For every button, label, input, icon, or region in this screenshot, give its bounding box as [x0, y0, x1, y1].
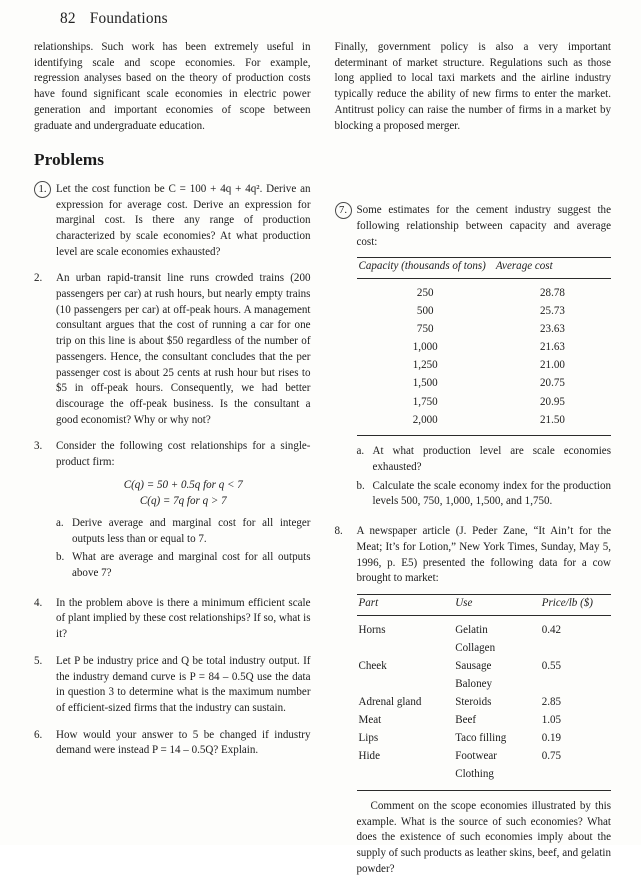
problem-3-body [56, 439, 311, 584]
problem-7-subitem-b-label: b. [356, 479, 365, 492]
right-paragraph-1: Finally, government policy is also a very important determinant of market structure. Regulations such as those long applied to local taxi markets and the airline industry typically reduce the ability of new firms to enter the market. Antitrust policy can raise the number of firms in a market by blocking a proposed merger. [334, 41, 611, 132]
cement-capacity-6: 1,750 [412, 395, 438, 408]
problem-1-number [34, 182, 56, 199]
problem-8-number: 8. [334, 525, 343, 538]
problem-3-equation-2: C(q) = 7q for q > 7 [139, 495, 227, 508]
cow-price-4: 2.85 [541, 695, 562, 708]
cow-part-1 [357, 640, 454, 658]
cow-part-3 [357, 676, 454, 694]
problem-3-number: 3. [34, 440, 43, 453]
problem-7-circled-number: 7. [335, 202, 352, 219]
cow-price-2: 0.55 [541, 659, 562, 672]
cow-use-7: Footwear [455, 750, 497, 763]
cow-use-6: Taco filling [455, 732, 507, 745]
problem-5-number: 5. [34, 654, 43, 667]
cement-table-header-capacity: Capacity (thousands of tons) [357, 258, 494, 279]
problem-3-intro: Consider the following cost relationships for a single-product firm: [56, 440, 311, 469]
problem-7-subitem-a-text: At what production level are scale economies exhausted? [372, 445, 611, 473]
problem-8 [335, 524, 612, 884]
cow-price-8 [540, 766, 611, 790]
problem-7-body [357, 203, 612, 513]
problem-3-subitem-b [56, 550, 311, 581]
table-row [357, 411, 612, 435]
problem-5-text: Let P be industry price and Q be total industry output. If the industry demand curve is P = 84 – 0.5Q use the data in question 3 to determine what is the maximum number of efficient-sized firms that the industry can sustain. [56, 654, 311, 714]
table-row [357, 640, 612, 658]
cow-table-header-price: Price/lb ($) [540, 594, 611, 615]
running-head [60, 10, 168, 28]
table-row [357, 339, 612, 357]
problem-7-intro: Some estimates for the cement industry suggest the following relationship between capacity and average cost: [356, 204, 611, 248]
cement-table-header-avgcost: Average cost [494, 258, 611, 279]
table-row [357, 393, 612, 411]
problem-2-number: 2. [34, 272, 43, 285]
problem-5 [34, 654, 311, 717]
cement-capacity-7: 2,000 [412, 413, 438, 426]
cow-use-2: Sausage [455, 659, 492, 672]
problem-1-text: Let the cost function be C = 100 + 4q + 4q². Derive an expression for average cost. Derive an expression for marginal cost. Is there any range of production characterized by scale economies? At what production level are scale economies exhausted? [56, 182, 311, 258]
table-row [357, 357, 612, 375]
problem-7-subitems [357, 444, 612, 510]
problem-1 [34, 182, 311, 261]
cow-use-1: Collagen [455, 641, 496, 654]
table-row [357, 375, 612, 393]
table-row [357, 303, 612, 321]
cement-avgcost-4: 21.00 [540, 359, 565, 372]
cow-part-7: Hide [358, 750, 380, 763]
problem-3-subitem-b-label: b. [56, 551, 65, 564]
table-row [357, 615, 612, 639]
table-row [357, 658, 612, 676]
problem-7-subitem-b-text: Calculate the scale economy index for the production levels 500, 750, 1,000, 1,500, and 1,750. [372, 479, 611, 508]
table-row [357, 676, 612, 694]
table-header-row [357, 258, 612, 279]
problem-3-subitem-a-text: Derive average and marginal cost for all integer outputs less than or equal to 7. [72, 516, 311, 545]
problem-8-intro: A newspaper article (J. Peder Zane, “It Ain’t for the Meat; It’s for Lotion,” New York Times, Sunday, May 5, 1996, p. E5) presented the following data for a cow brought to market: [356, 525, 611, 585]
problem-2 [34, 271, 311, 428]
cow-price-3 [540, 676, 611, 694]
problem-4 [34, 596, 311, 643]
problem-7-subitem-b [357, 479, 612, 510]
problem-4-text: In the problem above is there a minimum efficient scale of plant implied by these cost relationships? If so, what is it? [56, 596, 311, 641]
cow-price-7: 0.75 [541, 750, 562, 763]
cement-capacity-3: 1,000 [412, 341, 438, 354]
cement-avgcost-6: 20.95 [540, 395, 565, 408]
cow-table-header-use: Use [453, 594, 540, 615]
cement-avgcost-7: 21.50 [540, 413, 565, 426]
right-column [335, 40, 612, 895]
cement-capacity-0: 250 [416, 287, 434, 300]
problem-7 [335, 203, 612, 513]
table-row [357, 748, 612, 766]
problem-3-subitems [56, 516, 311, 582]
table-bottom-rule [357, 790, 612, 791]
cow-price-0: 0.42 [541, 623, 562, 636]
problem-3 [34, 439, 311, 584]
table-row [357, 279, 612, 303]
cement-capacity-1: 500 [416, 305, 434, 318]
cow-use-8: Clothing [455, 768, 494, 781]
cow-use-4: Steroids [455, 695, 492, 708]
running-head-title: Foundations [89, 10, 168, 27]
problem-3-subitem-a-label: a. [56, 516, 64, 529]
cow-price-6: 0.19 [541, 732, 562, 745]
problem-3-subitem-b-text: What are average and marginal cost for all outputs above 7? [72, 551, 311, 580]
cement-capacity-table [357, 257, 612, 436]
problem-3-equations [56, 477, 311, 510]
cement-avgcost-5: 20.75 [540, 377, 565, 390]
table-row [357, 712, 612, 730]
cow-price-5: 1.05 [541, 714, 562, 726]
problem-6-number: 6. [34, 728, 43, 741]
cement-avgcost-3: 21.63 [540, 341, 565, 354]
table-row [357, 694, 612, 712]
problem-7-number [335, 203, 357, 220]
cow-part-2: Cheek [358, 659, 387, 672]
problem-3-equation-1: C(q) = 50 + 0.5q for q < 7 [123, 478, 243, 491]
table-bottom-rule [357, 436, 612, 437]
cement-avgcost-0: 28.78 [540, 287, 565, 300]
cow-part-5: Meat [358, 714, 382, 726]
left-paragraph-1: relationships. Such work has been extremely useful in identifying scale and scope economies. For example, regression analyses based on the theory of production costs have found significant scale economies in electric power generation and important economies of scope between graduate and undergraduate education. [34, 41, 311, 132]
problem-7-subitem-a [357, 444, 612, 475]
table-row [357, 766, 612, 790]
problem-6 [34, 728, 311, 759]
table-header-row [357, 594, 612, 615]
problem-7-subitem-a-label: a. [356, 445, 365, 458]
cow-part-4: Adrenal gland [358, 695, 422, 708]
cow-part-8 [357, 766, 454, 790]
cow-use-0: Gelatin [455, 623, 488, 636]
problem-8-body [357, 524, 612, 884]
table-row [357, 730, 612, 748]
cement-capacity-2: 750 [416, 323, 434, 336]
page-folio: 82 [60, 10, 76, 27]
problem-6-text: How would your answer to 5 be changed if industry demand were instead P = 14 – 0.5Q? Explain. [56, 728, 311, 757]
cement-avgcost-1: 25.73 [540, 305, 565, 318]
cow-use-5: Beef [455, 714, 477, 726]
cow-part-0: Horns [358, 623, 386, 636]
two-column-body [34, 40, 611, 895]
cow-products-table [357, 594, 612, 791]
problem-8-closing: Comment on the scope economies illustrated by this example. What is the source of such economies? What does the existence of such economies imply about the supply of such products as leather skins, beef, and gelatin powder? [356, 799, 611, 875]
cow-price-1 [540, 640, 611, 658]
problem-2-text: An urban rapid-transit line runs crowded trains (200 passengers per car) at rush hours, but nearly empty trains (10 passengers per car) at off-peak hours. A management consultant argues that the cost of running a car for one trip on this line is about $50 regardless of the number of passengers. Hence, the consultant concludes that the per passenger cost is about 25 cents at rush hour but rises to $5 in off-peak hours. Consequently, we had better discourage the off-peak business. Is the consultant a good economist? Why or why not? [56, 272, 311, 426]
cow-table-header-part: Part [357, 594, 454, 615]
cement-capacity-5: 1,500 [412, 377, 438, 390]
problem-1-circled-number: 1. [34, 181, 51, 198]
table-row [357, 321, 612, 339]
section-title-problems: Problems [34, 150, 104, 170]
cow-use-3: Baloney [455, 677, 493, 690]
cement-avgcost-2: 23.63 [540, 323, 565, 336]
left-column [34, 40, 311, 895]
cow-part-6: Lips [358, 732, 379, 745]
cement-capacity-4: 1,250 [412, 359, 438, 372]
problem-3-subitem-a [56, 516, 311, 547]
problem-4-number: 4. [34, 596, 43, 609]
